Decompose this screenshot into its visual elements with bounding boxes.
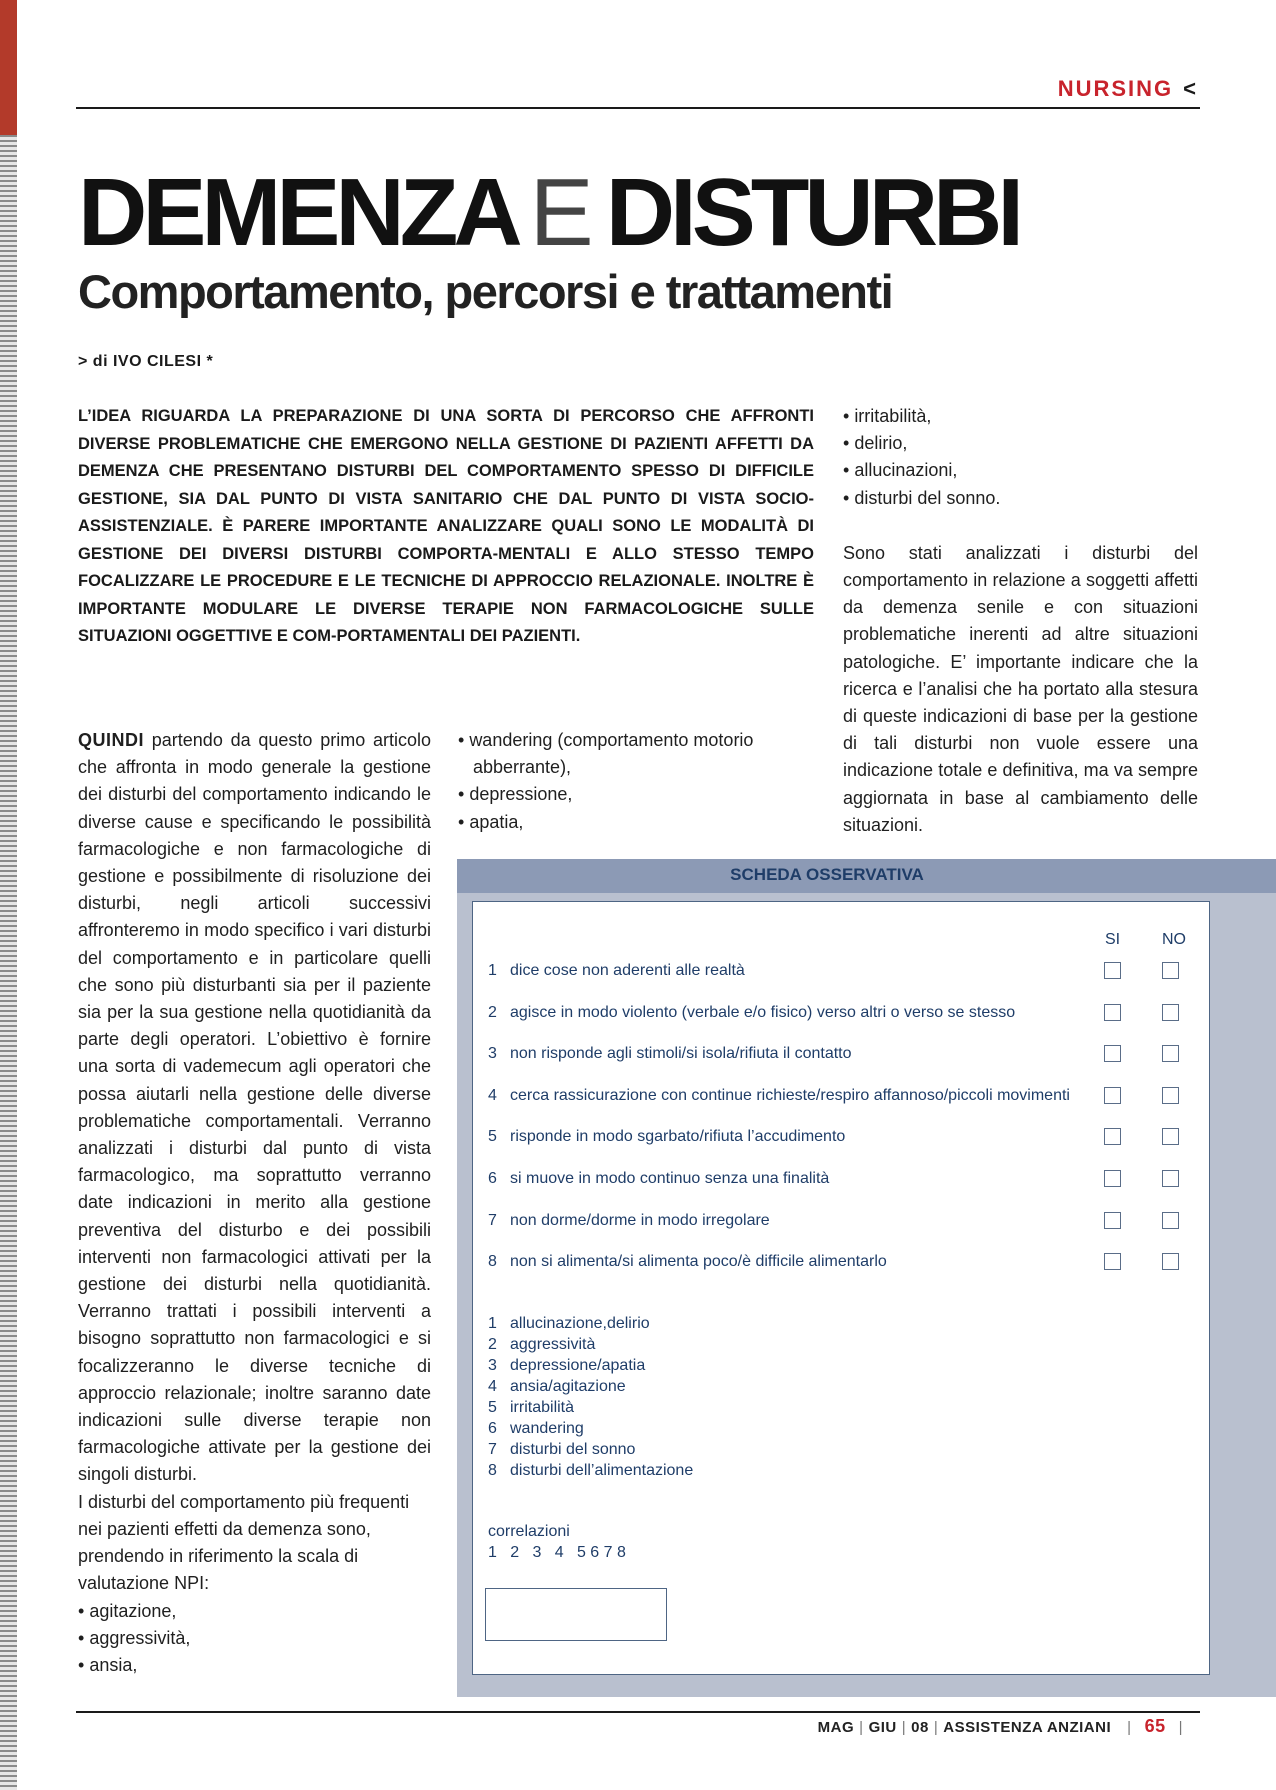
question-number: 2 <box>488 1003 497 1021</box>
question-text: agisce in modo violento (verbale e/o fisico) verso altri o verso se stesso <box>510 1003 1016 1021</box>
checkbox-no[interactable] <box>1162 962 1179 979</box>
question-row <box>488 1124 1188 1150</box>
category-item: 8 disturbi dell’alimentazione <box>488 1462 694 1479</box>
question-row <box>488 1249 1188 1275</box>
checkbox-yes[interactable] <box>1104 1004 1121 1021</box>
question-row <box>488 1083 1188 1109</box>
list-item: • ansia, <box>78 1652 431 1679</box>
col2-bullet-list <box>458 727 798 836</box>
question-text: non risponde agli stimoli/si isola/rifiuta il contatto <box>510 1045 852 1063</box>
correlations-values: 1 2 3 4 5 6 7 8 <box>488 1544 626 1561</box>
question-text: non dorme/dorme in modo irregolare <box>510 1211 770 1229</box>
question-number: 8 <box>488 1253 497 1271</box>
question-number: 3 <box>488 1045 497 1063</box>
question-text: cerca rassicurazione con continue richieste/respiro affannoso/piccoli movimenti <box>510 1086 1070 1104</box>
question-row <box>488 1000 1188 1026</box>
correlations-input-box[interactable] <box>485 1588 667 1641</box>
top-rule <box>76 107 1200 109</box>
list-item: • depressione, <box>458 781 798 808</box>
title-part1: DEMENZA <box>78 159 518 266</box>
byline: > di IVO CILESI * <box>78 353 214 370</box>
col1-paragraph-2: I disturbi del comportamento più frequenti nei pazienti effetti da demenza sono, prendendo in riferimento la scala di valutazione NPI: <box>78 1491 410 1594</box>
correlations <box>488 1521 626 1563</box>
footer-year: 08 <box>911 1719 929 1736</box>
list-item: • wandering (comportamento motorio abberrante), <box>458 727 798 781</box>
checkbox-no[interactable] <box>1162 1087 1179 1104</box>
question-number: 4 <box>488 1086 497 1104</box>
column-3 <box>843 403 1198 839</box>
question-row <box>488 958 1188 984</box>
checkbox-no[interactable] <box>1162 1128 1179 1145</box>
section-arrow: < <box>1183 76 1198 101</box>
checkbox-yes[interactable] <box>1104 1170 1121 1187</box>
article-subtitle: Comportamento, percorsi e trattamenti <box>78 265 893 318</box>
question-text: non si alimenta/si alimenta poco/è difficile alimentarlo <box>510 1253 887 1271</box>
list-item: • agitazione, <box>78 1598 431 1625</box>
question-text: risponde in modo sgarbato/rifiuta l’accudimento <box>510 1128 846 1146</box>
question-text: si muove in modo continuo senza una finalità <box>510 1170 830 1187</box>
section-name: NURSING <box>1057 76 1174 101</box>
correlations-label: correlazioni <box>488 1523 570 1540</box>
question-number: 7 <box>488 1211 497 1229</box>
list-item: • delirio, <box>843 430 1198 457</box>
column-2 <box>458 727 798 836</box>
article-title <box>78 159 1020 266</box>
checkbox-yes[interactable] <box>1104 1045 1121 1062</box>
page-footer: MAG | GIU | 08 | ASSISTENZA ANZIANI | 65 | <box>817 1716 1183 1736</box>
category-item: 5 irritabilità <box>488 1399 575 1416</box>
decorative-stripe-accent <box>0 0 17 135</box>
question-number: 5 <box>488 1128 497 1146</box>
checkbox-yes[interactable] <box>1104 962 1121 979</box>
list-item: • allucinazioni, <box>843 457 1198 484</box>
checkbox-yes[interactable] <box>1104 1128 1121 1145</box>
list-item: • irritabilità, <box>843 403 1198 430</box>
column-header-no: NO <box>1162 931 1186 948</box>
question-row <box>488 1041 1188 1067</box>
checkbox-no[interactable] <box>1162 1170 1179 1187</box>
col1-bullet-list <box>78 1598 431 1680</box>
question-number: 1 <box>488 962 497 979</box>
checkbox-yes[interactable] <box>1104 1253 1121 1270</box>
category-item: 3 depressione/apatia <box>488 1357 646 1374</box>
question-number: 6 <box>488 1170 497 1187</box>
lead-word: QUINDI <box>78 730 144 750</box>
col3-bullet-list <box>843 403 1198 512</box>
category-item: 6 wandering <box>488 1420 584 1437</box>
list-item: • aggressività, <box>78 1625 431 1652</box>
question-text: dice cose non aderenti alle realtà <box>510 962 745 979</box>
question-row <box>488 1166 1188 1192</box>
footer-publication: ASSISTENZA ANZIANI <box>943 1719 1112 1736</box>
category-item: 7 disturbi del sonno <box>488 1441 636 1458</box>
decorative-stripe <box>0 0 17 1790</box>
checkbox-no[interactable] <box>1162 1004 1179 1021</box>
footer-mag: MAG <box>817 1719 855 1736</box>
section-tag <box>1058 76 1198 102</box>
col1-paragraph <box>78 727 431 1489</box>
question-row <box>488 1208 1188 1234</box>
checkbox-no[interactable] <box>1162 1253 1179 1270</box>
list-item: • disturbi del sonno. <box>843 485 1198 512</box>
category-item: 4 ansia/agitazione <box>488 1378 626 1395</box>
abstract: L’IDEA RIGUARDA LA PREPARAZIONE DI UNA SORTA DI PERCORSO CHE AFFRONTI DIVERSE PROBLEMATICHE CHE EMERGONO NELLA GESTIONE DI PAZIENTI AFFETTI DA DEMENZA CHE PRESENTANO DISTURBI DEL COMPORTAMENTO SPESSO DI DIFFICILE GESTIONE, SIA DAL PUNTO DI VISTA SANITARIO CHE DAL PUNTO DI VISTA SOCIO-ASSISTENZIALE. È PARERE IMPORTANTE ANALIZZARE QUALI SONO LE MODALITÀ DI GESTIONE DEI DIVERSI DISTURBI COMPORTA-MENTALI E ALLO STESSO TEMPO FOCALIZZARE LE PROCEDURE E LE TECNICHE DI APPROCCIO RELAZIONALE. INOLTRE È IMPORTANTE MODULARE LE DIVERSE TERAPIE NON FARMACOLOGICHE SULLE SITUAZIONI OGGETTIVE E COM-PORTAMENTALI DEI PAZIENTI. <box>78 407 814 645</box>
footer-month: GIU <box>868 1719 897 1736</box>
title-part2: DISTURBI <box>605 159 1020 266</box>
category-item: 2 aggressività <box>488 1336 596 1353</box>
checkbox-yes[interactable] <box>1104 1212 1121 1229</box>
checkbox-no[interactable] <box>1162 1212 1179 1229</box>
col1-text: partendo da questo primo articolo che affronta in modo generale la gestione dei disturbi del comportamento indicando le diverse cause e specificando le possibilità farmacologiche e non farmacologiche di gestione e possibilmente di risoluzione dei disturbi, negli articoli successivi affronteremo in modo specifico i vari disturbi del comportamento e in particolare quelli che sono più disturbanti sia per il paziente sia per la sua gestione nella quotidianità da parte degli operatori. L’obiettivo è fornire una sorta di vademecum agli operatori che possa aiutarli nella gestione delle diverse problematiche comportamentali. Verranno analizzati i disturbi dal punto di vista farmacologico, ma soprattutto verranno date indicazioni in merito alla gestione preventiva del disturbo e dei possibili interventi non farmacologici attivati per la gestione dei disturbi nella quotidianità. Verranno trattati i possibili interventi a bisogno soprattutto non farmacologici e si focalizzeranno le diverse tecniche di approccio relazionale; inoltre saranno date indicazioni sulle diverse terapie non farmacologiche attivate per la gestione dei singoli disturbi. <box>78 730 431 1485</box>
column-header-yes: SI <box>1105 931 1121 948</box>
col3-paragraph: Sono stati analizzati i disturbi del comportamento in relazione a soggetti affetti da demenza senile e con situazioni problematiche inerenti ad altre situazioni patologiche. E’ importante indicare che la ricerca e l’analisi che ha portato alla stesura di queste indicazioni di base per la gestione di tali disturbi non vuole essere una indicazione totale e definitiva, ma va sempre aggiornata in base al cambiamento delle situazioni. <box>843 542 1198 835</box>
checkbox-no[interactable] <box>1162 1045 1179 1062</box>
title-conj: E <box>529 159 594 266</box>
checkbox-yes[interactable] <box>1104 1087 1121 1104</box>
column-1 <box>78 727 431 1679</box>
category-list <box>488 1313 693 1481</box>
form-title: SCHEDA OSSERVATIVA <box>730 865 924 884</box>
list-item: • apatia, <box>458 809 798 836</box>
page-number: 65 <box>1144 1716 1166 1736</box>
category-item: 1 allucinazione,delirio <box>488 1315 650 1332</box>
bottom-rule <box>76 1711 1200 1713</box>
